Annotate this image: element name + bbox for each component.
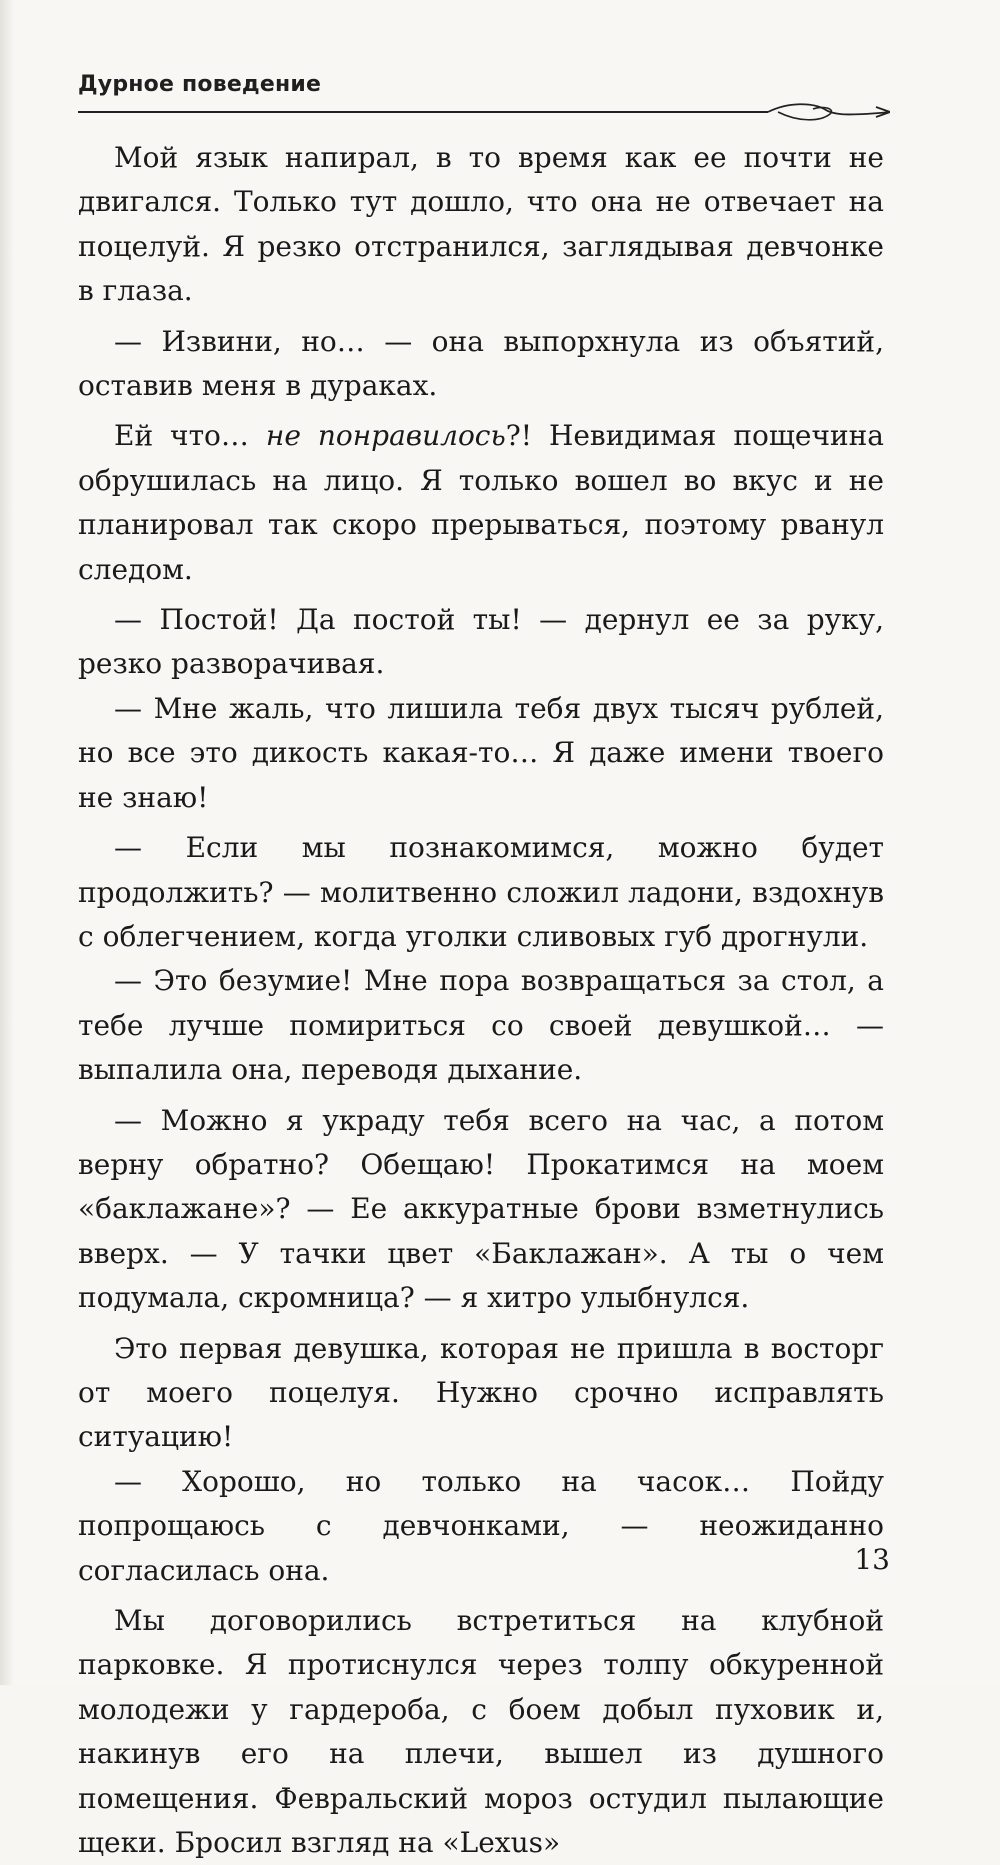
page-number: 13 <box>854 1543 890 1576</box>
paragraph <box>78 136 884 314</box>
text-run: — Постой! Да постой ты! — дернул ее за руку, резко разворачивая. <box>78 603 884 681</box>
text-run: Ей что… <box>114 419 266 453</box>
paragraph <box>78 687 884 820</box>
paragraph <box>78 320 884 409</box>
text-run: Мой язык напирал, в то время как ее почти не двигался. Только тут дошло, что она не отвечает на поцелуй. Я резко отстранился, заглядывая девчонке в глаза. <box>78 141 884 308</box>
page-gutter-shadow <box>0 0 14 1685</box>
text-run: Мы договорились встретиться на клубной парковке. Я протиснулся через толпу обкуренной молодежи у гардероба, с боем добыл пуховик и, накинув его на плечи, вышел из душного помещения. Февральский мороз остудил пылающие щеки. Бросил взгляд на «Lexus» <box>78 1604 884 1860</box>
text-run: — Хорошо, но только на часок… Пойду попрощаюсь с девчонками, — неожиданно согласилась она. <box>78 1464 884 1587</box>
text-run: — Извини, но… — она выпорхнула из объятий, оставив меня в дураках. <box>78 324 884 403</box>
body-text <box>78 136 884 1865</box>
paragraph <box>78 1460 884 1593</box>
text-run: — Мне жаль, что лишила тебя двух тысяч рублей, но все это дикость какая-то… Я даже имени твоего не знаю! <box>78 691 884 814</box>
paragraph <box>78 1599 884 1865</box>
paragraph <box>78 1327 884 1460</box>
text-run: — Можно я украду тебя всего на час, а потом верну обратно? Обещаю! Прокатимся на моем «баклажане»? — Ее аккуратные брови взметнулись вверх. — У тачки цвет «Баклажан». А ты о чем подумала, скромница? — я хитро улыбнулся. <box>78 1103 884 1315</box>
paragraph <box>78 598 884 687</box>
text-run: — Это безумие! Мне пора возвращаться за стол, а тебе лучше помириться со своей девушкой… — выпалила она, переводя дыхание. <box>78 964 884 1087</box>
paragraph <box>78 1099 884 1321</box>
header-ornament-rule <box>78 100 890 124</box>
text-run: Это первая девушка, которая не пришла в восторг от моего поцелуя. Нужно срочно исправлять ситуацию! <box>78 1331 884 1454</box>
italic-emphasis: не понравилось <box>265 419 506 453</box>
paragraph <box>78 414 884 592</box>
paragraph <box>78 959 884 1092</box>
text-run: ?! Невидимая пощечина обрушилась на лицо. Я только вошел во вкус и не планировал так скоро прерываться, поэтому рванул следом. <box>78 419 885 586</box>
text-run: — Если мы познакомимся, можно будет продолжить? — молитвенно сложил ладони, вздохнув с облегчением, когда уголки сливовых губ дрогнули. <box>78 831 884 953</box>
paragraph <box>78 826 884 959</box>
running-header-title: Дурное поведение <box>78 72 322 97</box>
